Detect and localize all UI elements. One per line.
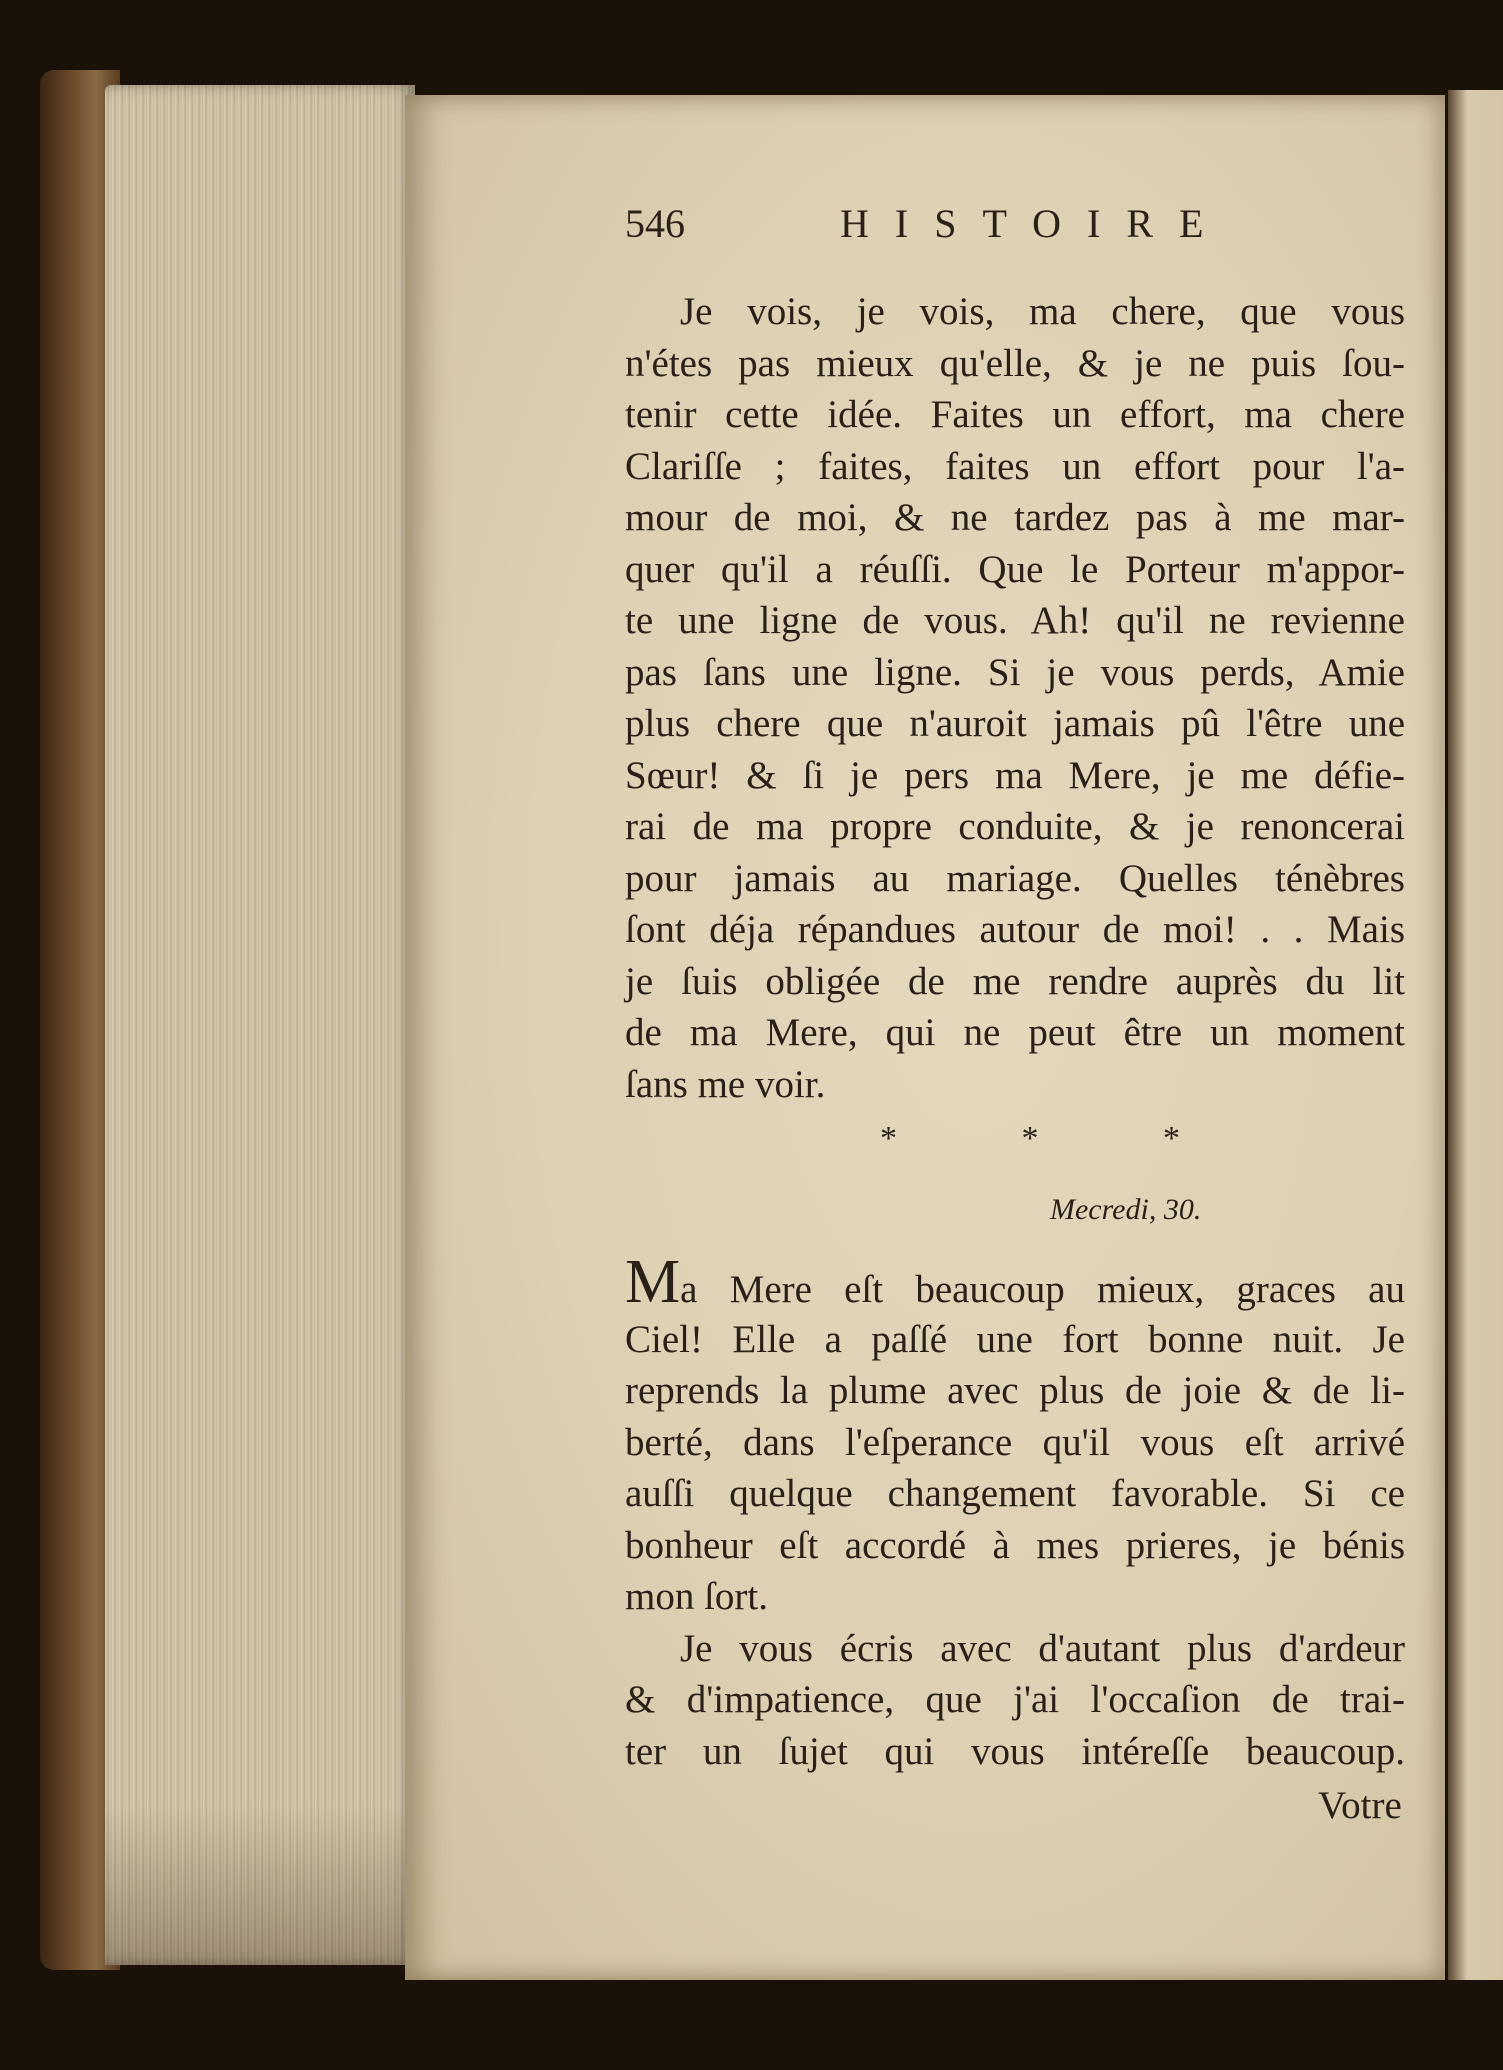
text-line: te une ligne de vous. Ah! qu'il ne revienne: [625, 599, 1405, 642]
text-line: Je vous écris avec d'autant plus d'ardeur: [680, 1626, 1405, 1670]
text-line: Clariſſe ; faites, faites un effort pour l'a-: [625, 444, 1405, 488]
text-line: Ciel! Elle a paſſé une fort bonne nuit. Je: [625, 1317, 1405, 1361]
text-line: plus chere que n'auroit jamais pû l'être une: [625, 702, 1405, 745]
text-line: bonheur eſt accordé à mes prieres, je bénis: [625, 1523, 1405, 1567]
text-line-first: [625, 1248, 1405, 1316]
text-line: quer qu'il a réuſſi. Que le Porteur m'appor-: [625, 547, 1405, 591]
text-line: n'étes pas mieux qu'elle, & je ne puis ſou-: [625, 341, 1405, 385]
text-line: de ma Mere, qui ne peut être un moment: [625, 1011, 1405, 1054]
text-line: Je vois, je vois, ma chere, que vous: [680, 290, 1405, 333]
text-line: ſont déja répandues autour de moi! . . Mais: [625, 908, 1405, 951]
text-line: je ſuis obligée de me rendre auprès du lit: [625, 959, 1405, 1003]
page-header: [625, 200, 1245, 260]
text-line: Sœur! & ſi je pers ma Mere, je me défie-: [625, 753, 1405, 797]
text-line: & d'impatience, que j'ai l'occaſion de trai-: [625, 1678, 1405, 1721]
asterisk: *: [880, 1120, 897, 1157]
text-line: rai de ma propre conduite, & je renoncerai: [625, 805, 1405, 848]
catchword: Votre: [1318, 1784, 1402, 1827]
paragraph-1: [625, 286, 1405, 1110]
text-line: pas ſans une ligne. Si je vous perds, Amie: [625, 650, 1405, 694]
facing-page-edge: [1448, 90, 1503, 1980]
asterisk: *: [1163, 1120, 1180, 1157]
text-line: pour jamais au mariage. Quelles ténèbres: [625, 856, 1405, 900]
paragraph-2: [625, 1248, 1405, 1777]
letter-dateline: Mecredi, 30.: [1050, 1193, 1202, 1226]
page-stack-edge: [105, 85, 415, 1965]
text-line: reprends la plume avec plus de joie & de li-: [625, 1369, 1405, 1412]
text-line: ſans me voir.: [625, 1062, 826, 1106]
text-line: auſſi quelque changement favorable. Si ce: [625, 1472, 1405, 1515]
text-line: ter un ſujet qui vous intéreſſe beaucoup.: [625, 1729, 1405, 1773]
asterisk: *: [1021, 1120, 1039, 1157]
drop-cap: M: [625, 1248, 681, 1316]
text-line: tenir cette idée. Faites un effort, ma chere: [625, 393, 1405, 436]
text-line-rest: a Mere eſt beaucoup mieux, graces au: [680, 1268, 1405, 1311]
section-separator: [880, 1120, 1180, 1158]
running-head: HISTOIRE: [840, 201, 1230, 246]
text-line: mour de moi, & ne tardez pas à me mar-: [625, 496, 1405, 539]
text-line: berté, dans l'eſperance qu'il vous eſt arrivé: [625, 1420, 1405, 1464]
text-line: mon ſort.: [625, 1575, 768, 1618]
page-number: 546: [625, 201, 685, 246]
